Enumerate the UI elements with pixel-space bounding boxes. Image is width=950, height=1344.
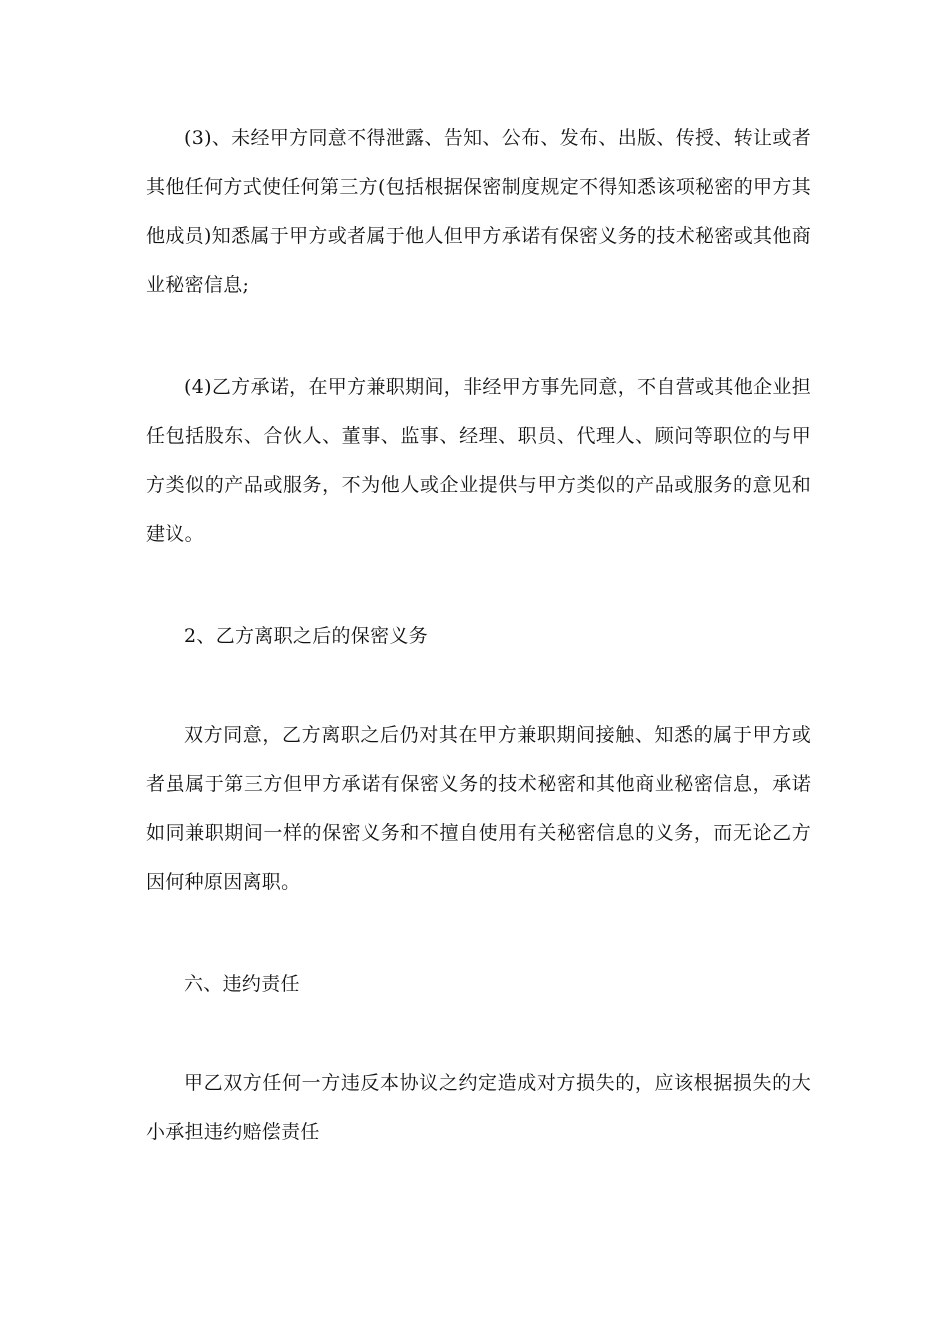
- section-6-heading: 六、违约责任: [184, 973, 300, 995]
- clause-3-paragraph: (3)、未经甲方同意不得泄露、告知、公布、发布、出版、传授、转让或者其他任何方式使任何第三方(包括根据保密制度规定不得知悉该项秘密的甲方其他成员)知悉属于甲方或者属于他人但甲方承诺有保密义务的技术秘密或其他商业秘密信息;: [146, 127, 811, 296]
- clause-4-paragraph: (4)乙方承诺，在甲方兼职期间，非经甲方事先同意，不自营或其他企业担任包括股东、合伙人、董事、监事、经理、职员、代理人、顾问等职位的与甲方类似的产品或服务，不为他人或企业提供与甲方类似的产品或服务的意见和建议。: [146, 376, 811, 545]
- liability-paragraph: 甲乙双方任何一方违反本协议之约定造成对方损失的，应该根据损失的大小承担违约赔偿责任: [146, 1072, 811, 1143]
- section-2-heading: 2、乙方离职之后的保密义务: [184, 625, 428, 647]
- post-employment-confidentiality-paragraph: 双方同意，乙方离职之后仍对其在甲方兼职期间接触、知悉的属于甲方或者虽属于第三方但甲方承诺有保密义务的技术秘密和其他商业秘密信息，承诺如同兼职期间一样的保密义务和不擅自使用有关秘密信息的义务，而无论乙方因何种原因离职。: [146, 724, 811, 893]
